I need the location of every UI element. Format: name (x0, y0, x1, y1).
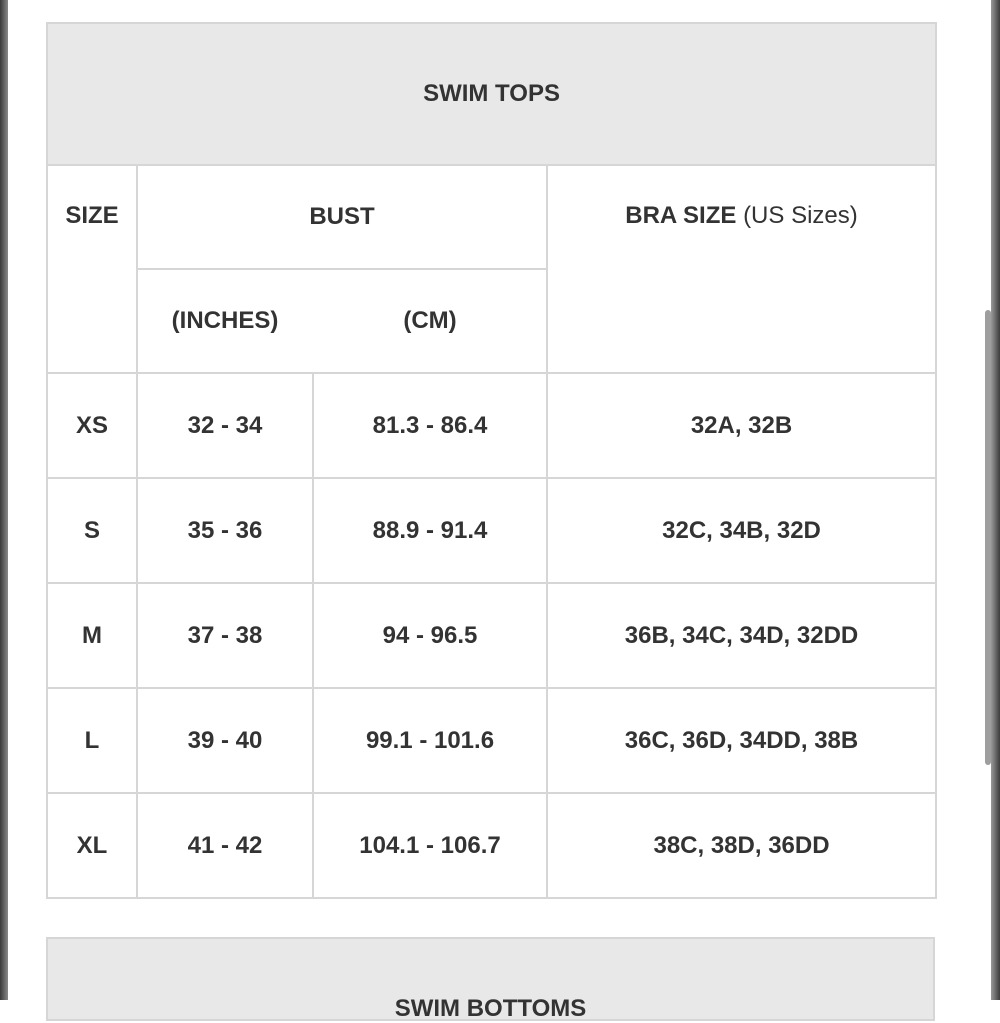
inches-cell: 32 - 34 (137, 373, 313, 478)
cm-cell: 88.9 - 91.4 (313, 478, 547, 583)
table-row (47, 583, 936, 688)
inches-cell: 41 - 42 (137, 793, 313, 898)
vertical-scrollbar[interactable] (985, 310, 991, 765)
cm-cell: 81.3 - 86.4 (313, 373, 547, 478)
size-cell: L (47, 688, 137, 793)
device-edge-right (991, 0, 1000, 1000)
inches-cell: 39 - 40 (137, 688, 313, 793)
size-cell: XS (47, 373, 137, 478)
bust-header: BUST (137, 165, 547, 269)
bra-cell: 32C, 34B, 32D (547, 478, 936, 583)
inches-header: (INCHES) (137, 269, 313, 373)
bra-cell: 32A, 32B (547, 373, 936, 478)
table-row (47, 688, 936, 793)
inches-cell: 37 - 38 (137, 583, 313, 688)
bra-cell: 36B, 34C, 34D, 32DD (547, 583, 936, 688)
table-row (47, 478, 936, 583)
bra-size-header (547, 165, 936, 373)
inches-cell: 35 - 36 (137, 478, 313, 583)
size-cell: M (47, 583, 137, 688)
swim-bottoms-section-header (46, 937, 935, 1021)
bra-size-note: (US Sizes) (743, 202, 858, 229)
header-row (47, 165, 936, 269)
device-edge-left (0, 0, 8, 1000)
table-row (47, 373, 936, 478)
swim-tops-size-chart (46, 22, 937, 899)
cm-cell: 104.1 - 106.7 (313, 793, 547, 898)
table-row (47, 793, 936, 898)
bra-cell: 36C, 36D, 34DD, 38B (547, 688, 936, 793)
section-title: SWIM TOPS (47, 23, 936, 165)
cm-cell: 94 - 96.5 (313, 583, 547, 688)
bra-cell: 38C, 38D, 36DD (547, 793, 936, 898)
bra-size-label: BRA SIZE (625, 202, 737, 229)
section-title: SWIM BOTTOMS (394, 995, 587, 1022)
size-cell: XL (47, 793, 137, 898)
size-cell: S (47, 478, 137, 583)
title-row (47, 23, 936, 165)
size-header: SIZE (47, 165, 137, 373)
cm-cell: 99.1 - 101.6 (313, 688, 547, 793)
cm-header: (CM) (313, 269, 547, 373)
